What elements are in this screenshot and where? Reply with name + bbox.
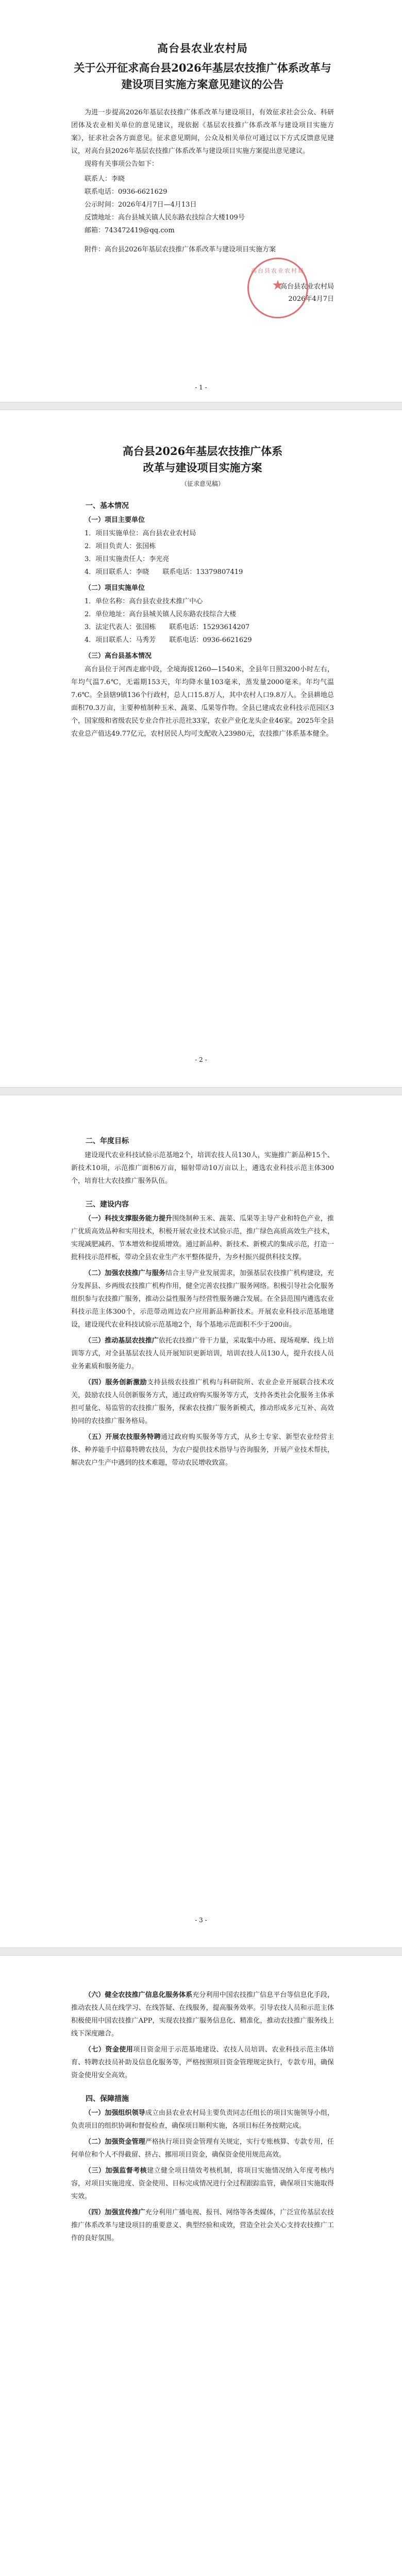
info-row: 4．项目联系人：马秀芳 联系电话：0936-6621629: [85, 636, 252, 644]
page-separator: [0, 402, 402, 410]
contact-item: 公示时间：2026年4月7日—4月13日: [85, 201, 197, 209]
body-paragraph: （五）开展农技服务特聘通过政府购买服务等方式，从乡土专家、新型农业经营主体、种养能手中招募特聘农技员，为农户提供技术指导与咨询服务，开展产业技术帮扶，解决农户生产中遇到的技术难题，带动农民增收致富。: [71, 1433, 334, 1467]
plan-page-2: [0, 443, 402, 740]
contact-item: 联系人：李晓: [85, 175, 125, 183]
page-number: - 1 -: [195, 384, 207, 391]
section-heading: 一、基本情况: [86, 502, 129, 510]
notice-sig-org: 高台县农业农村局: [280, 283, 334, 291]
notice-intro: 为进一步提高2026年基层农技推广体系改革与建设项目，有效征求社会公众、科研团体及农业相关单位的意见建议，现依据《基层农技推广体系改革与建设项目实施方案》，征求社会各方面意见。征求意见期间，公众及相关单位可通过以下方式反馈意见建议，对高台县2026年基层农技推广体系改革与建设项目实施方案提出意见建议。: [71, 109, 334, 155]
seal-star-icon: ★: [272, 278, 284, 293]
section-heading: 四、保障措施: [86, 2095, 129, 2103]
page-separator: [0, 1087, 402, 1095]
notice-sig-date: 2026年4月7日: [288, 295, 334, 303]
info-row: 3．法定代表人：张国栋 联系电话：15293614207: [85, 623, 250, 631]
info-row: 4．项目联系人：李晓 联系电话：13379807419: [85, 568, 243, 576]
page-number: - 2 -: [195, 1056, 207, 1063]
contact-email[interactable]: 邮箱：743472419@qq.com: [85, 227, 175, 234]
plan-title-line2: 改革与建设项目实施方案: [143, 461, 262, 474]
page-number: - 3 -: [195, 1917, 207, 1924]
body-paragraph: （四）服务创新激励支持县级农技推广机构与科研院所、农业企业开展联合技术攻关，鼓励农技人员创新服务方式，通过政府购买服务等方式，支持各类社会化服务主体承担可量化、易监管的农技推广服务，探索农技推广服务新模式，推动形成多元互补、高效协同的农技推广服务格局。: [71, 1379, 334, 1425]
info-row: 3．项目实施责任人：李光亮: [85, 555, 170, 563]
contact-item: 反馈地址：高台县城关镇人民东路农技综合大楼109号: [85, 214, 245, 222]
body-paragraph: 建设现代农业科技试验示范基地2个，培训农技人员130人，实施推广新品种15个、新技术10项，示范推广面积6万亩，辐射带动10万亩以上，遴选农业科技示范主体300个，培育壮大农技推广服务队伍。: [71, 1151, 334, 1185]
notice-page: [0, 40, 402, 306]
notice-contacts-intro: 现将有关事项公告如下：: [85, 160, 159, 168]
plan-title-line1: 高台县2026年基层农技推广体系: [122, 445, 283, 457]
subsection-heading: （三）高台县基本情况: [85, 652, 152, 660]
body-paragraph: 高台县位于河西走廊中段，全境海拔1260—1540米，全县年日照3200小时左右，年均气温7.6℃，无霜期153天，年均降水量103毫米，蒸发量2000毫米。年均气温7.6℃。全县辖9镇136个行政村，总人口15.8万人，其中农村人口9.8万人。全县耕地总面积70.3万亩，主要种植制种玉米、蔬菜、瓜果等作物。全县已建成农业科技示范园区3个，国家级和省级农民专业合作社示范社33家，农业产业化龙头企业46家。2025年全县农业总产值达49.77亿元，农村居民人均可支配收入23980元，农技推广体系基本健全。: [71, 666, 334, 738]
notice-org: 高台县农业农村局: [157, 42, 248, 55]
subsection-heading: （一）项目主要单位: [85, 516, 145, 524]
page-separator: [0, 1947, 402, 1956]
section-heading: 三、建设内容: [86, 1200, 129, 1209]
body-paragraph: （六）健全农技推广信息化服务体系充分利用中国农技推广信息平台等信息化手段，推动农技人员在线学习、在线答疑、在线服务，提高服务效率。引导农技人员和示范主体积极使用中国农技推广APP，实现农技推广服务信息化、精准化，推动农技推广服务线上线下深度融合。: [71, 1991, 334, 2038]
info-row: 2．单位地址：高台县城关镇人民东路农技综合大楼: [85, 611, 237, 618]
body-paragraph: （一）科技支撑服务能力提升围绕制种玉米、蔬菜、瓜果等主导产业和特色产业，推广优质高效品种和实用技术，积极开展农业技术试验示范，推广绿色高质高效生产技术，实现减肥减药、节本增效和提质增效。通过新品种、新技术、新模式的集成示范，打造一批科技示范样板，带动全县农业生产水平整体提升，为乡村振兴提供科技支撑。: [71, 1215, 334, 1261]
info-row: 1．单位名称：高台县农业技术推广中心: [85, 598, 203, 605]
official-seal: 高台县农业农村局 ★: [247, 258, 308, 318]
draft-label: （征求意见稿）: [180, 480, 224, 487]
body-paragraph: （二）加强资金管理严格执行项目资金管理有关规定，实行专账核算、专款专用，任何单位和个人不得截留、挤占、挪用项目资金，确保资金使用规范高效。: [71, 2138, 334, 2159]
subsection-heading: （二）项目实施单位: [85, 584, 145, 592]
info-row: 2．项目负责人：张国栋: [85, 543, 156, 550]
section-heading: 二、年度目标: [86, 1137, 129, 1145]
body-paragraph: （三）推动基层农技推广依托农技推广骨干力量，采取集中办班、现场观摩、线上培训等方式，对全县基层农技人员开展知识更新培训，培训农技人员130人，提升农技人员业务素质和服务能力。: [71, 1337, 334, 1370]
notice-title: 关于公开征求高台县2026年基层农技推广体系改革与建设项目实施方案意见建议的公告: [74, 61, 331, 91]
plan-page-4: [0, 1989, 402, 2245]
notice-contact-list: [71, 173, 334, 237]
plan-page-3: [0, 1128, 402, 1469]
body-paragraph: （四）加强宣传推广充分利用广播电视、报刊、网络等各类媒体，广泛宣传基层农技推广体系改革与建设项目的重要意义、典型经验和成效，营造全社会关心支持农技推广工作的良好氛围。: [71, 2209, 334, 2242]
body-paragraph: （七）资金使用项目资金用于示范基地建设、农技人员培训、农业科技示范主体培育、特聘农技员补助及信息化服务等，严格按照项目资金管理规定执行，专款专用，确保资金使用安全高效。: [71, 2046, 334, 2079]
info-row: 1．项目实施单位：高台县农业农村局: [85, 530, 196, 537]
body-paragraph: （二）加强农技推广与服务结合主导产业发展需求，加强基层农技推广机构建设，充分发挥县、乡两级农技推广机构作用，健全完善农技推广服务网络。积极引导社会化服务组织参与农技推广服务，推动公益性服务与经营性服务融合发展。在全县范围内遴选农业科技示范主体300个，示范带动周边农户应用新品种新技术。开展农业科技示范基地建设，建设现代农业科技试验示范基地2个，每个基地示范面积不少于200亩。: [71, 1269, 334, 1329]
notice-attachment[interactable]: 附件：高台县2026年基层农技推广体系改革与建设项目实施方案: [85, 246, 276, 253]
body-paragraph: （三）加强监督考核建立健全项目绩效考核机制，将项目实施情况纳入年度考核内容，对项目实施进度、资金使用、目标完成情况进行全过程跟踪监管，确保项目实施取得实效。: [71, 2167, 334, 2200]
body-paragraph: （一）加强组织领导成立由县农业农村局主要负责同志任组长的项目实施领导小组，负责项目的组织协调和督促检查，确保项目顺利实施，各项目标任务按期完成。: [71, 2109, 334, 2130]
contact-item: 联系电话：0936-6621629: [85, 188, 167, 196]
